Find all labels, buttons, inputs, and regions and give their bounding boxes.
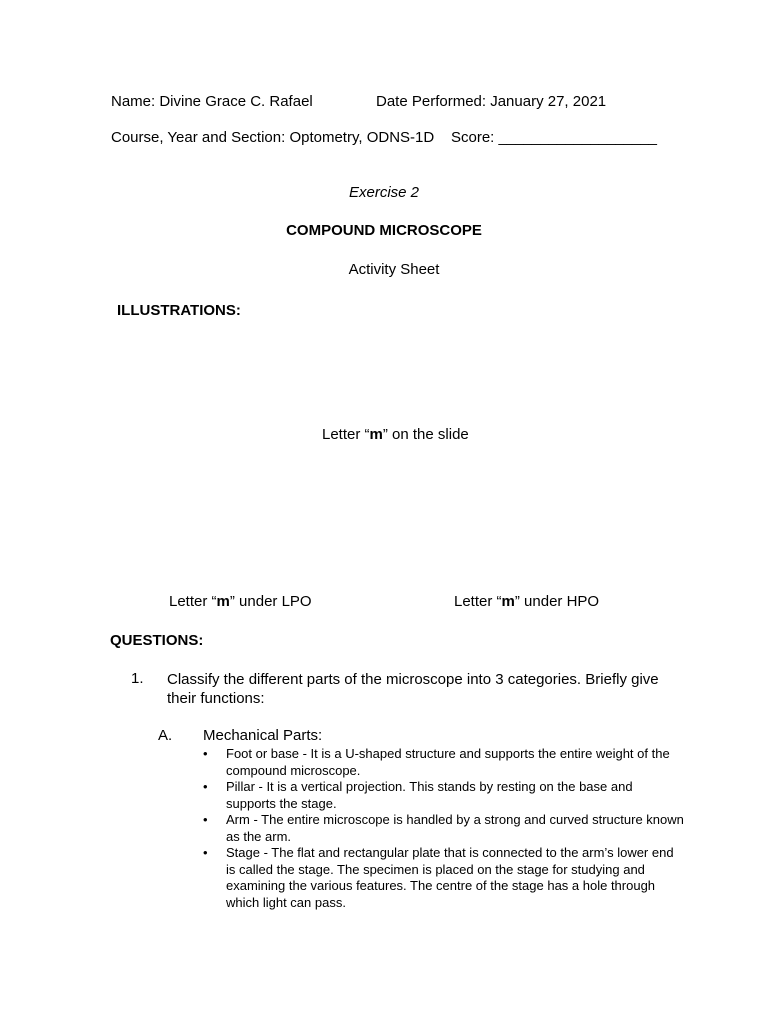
- list-item: [203, 812, 683, 846]
- bullet-icon: •: [203, 812, 208, 827]
- caption-letter: m: [369, 426, 383, 443]
- list-item: [203, 779, 683, 813]
- list-item: [203, 845, 683, 913]
- section-title: Mechanical Parts:: [203, 727, 323, 744]
- caption-letter: m: [216, 593, 230, 610]
- list-item-text: Foot or base - It is a U-shaped structure and supports the entire weight of the compound microscope.: [226, 746, 670, 778]
- student-name: Name: Divine Grace C. Rafael: [111, 93, 313, 110]
- bullet-icon: •: [203, 779, 208, 794]
- caption-suffix: ” under HPO: [514, 593, 600, 610]
- document-subtitle: Activity Sheet: [348, 261, 440, 278]
- course-section: Course, Year and Section: Optometry, ODNS-1D: [111, 129, 435, 146]
- bullet-icon: •: [203, 845, 208, 860]
- exercise-number: Exercise 2: [348, 184, 420, 201]
- date-performed: Date Performed: January 27, 2021: [376, 93, 607, 110]
- lpo-caption: [169, 593, 312, 611]
- caption-prefix: Letter “: [322, 426, 370, 443]
- hpo-caption: [454, 593, 599, 611]
- caption-suffix: ” under LPO: [229, 593, 312, 610]
- list-item: [203, 746, 683, 780]
- slide-caption: [322, 426, 469, 444]
- section-letter: A.: [158, 727, 173, 744]
- list-item-text: Pillar - It is a vertical projection. This stands by resting on the base and supports the stage.: [226, 779, 633, 811]
- question-text: Classify the different parts of the microscope into 3 categories. Briefly give their functions:: [167, 671, 659, 707]
- score-field: Score: ___________________: [451, 129, 658, 146]
- caption-suffix: ” on the slide: [382, 426, 469, 443]
- caption-prefix: Letter “: [454, 593, 502, 610]
- caption-letter: m: [501, 593, 515, 610]
- illustrations-heading: ILLUSTRATIONS:: [117, 302, 241, 319]
- bullet-icon: •: [203, 746, 208, 761]
- document-title: COMPOUND MICROSCOPE: [286, 222, 482, 239]
- question-number: 1.: [131, 670, 144, 687]
- list-item-text: Arm - The entire microscope is handled by a strong and curved structure known as the arm.: [226, 812, 684, 844]
- questions-heading: QUESTIONS:: [110, 632, 204, 649]
- caption-prefix: Letter “: [169, 593, 217, 610]
- list-item-text: Stage - The flat and rectangular plate that is connected to the arm’s lower end is called the stage. The specimen is placed on the stage for studying and examining the various features. The centre of the stage has a hole through which light can pass.: [226, 845, 674, 910]
